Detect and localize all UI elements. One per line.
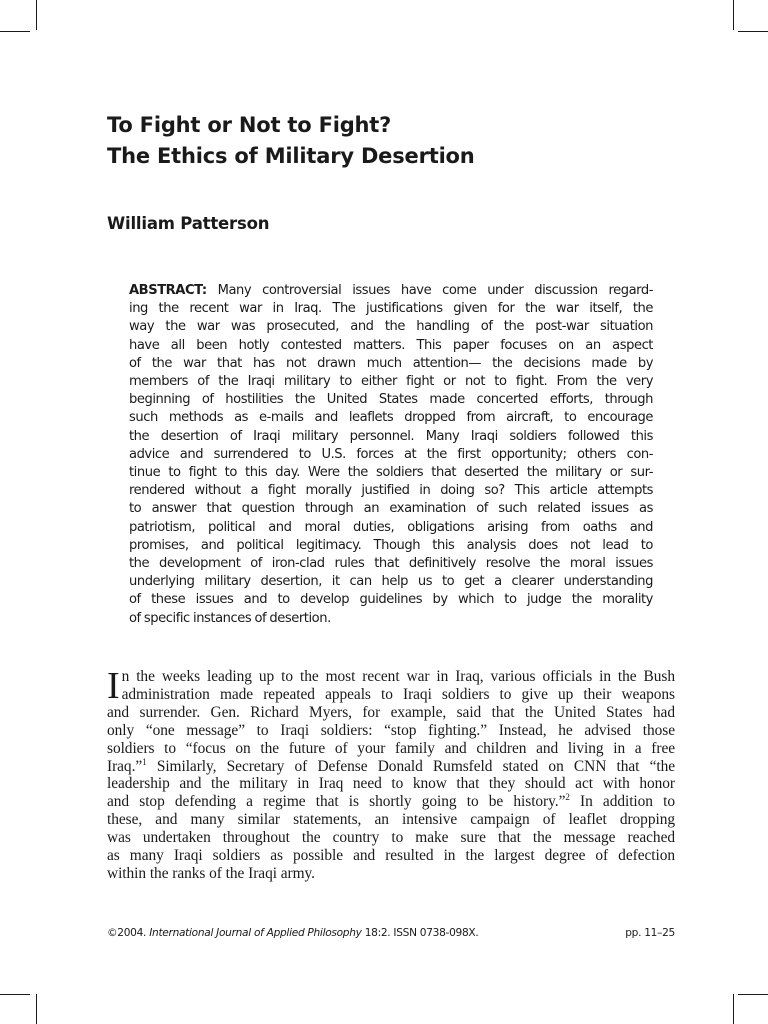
- crop-mark-bottom-left-vertical: [36, 994, 37, 1024]
- crop-mark-top-right-vertical: [733, 0, 734, 30]
- abstract: [129, 282, 653, 628]
- footnote-ref-2[interactable]: 2: [565, 792, 570, 803]
- abstract-line-1-text: Many controversial issues have come under discussion regard-: [206, 283, 653, 298]
- abstract-line: [129, 282, 653, 300]
- body-line: [107, 793, 675, 811]
- abstract-line: members of the Iraqi military to either fight or not to fight. From the very: [129, 374, 653, 390]
- abstract-line: beginning of hostilities the United States made concerted efforts, through: [129, 392, 653, 408]
- body-line: n the weeks leading up to the most recent war in Iraq, various officials in the Bush: [121, 668, 675, 685]
- body-paragraph: [107, 665, 676, 883]
- crop-mark-top-right-horizontal: [738, 31, 768, 32]
- article-title: [107, 110, 707, 172]
- body-line: these, and many similar statements, an intensive campaign of leaflet dropping: [107, 811, 675, 829]
- body-line: [107, 758, 675, 776]
- footer-issue: 18:2. ISSN 0738-098X.: [361, 927, 479, 939]
- body-line: and surrender. Gen. Richard Myers, for example, said that the United States had: [107, 703, 675, 721]
- abstract-line: the desertion of Iraqi military personnel. Many Iraqi soldiers followed this: [129, 428, 653, 444]
- body-line: administration made repeated appeals to Iraqi soldiers to give up their weapons: [121, 685, 675, 703]
- abstract-line: ing the recent war in Iraq. The justifications given for the war itself, the: [129, 301, 653, 317]
- footer-page-range: pp. 11–25: [625, 927, 675, 939]
- body-line: only “one message” to Iraqi soldiers: “stop fighting.” Instead, he advised those: [107, 721, 675, 739]
- abstract-line: underlying military desertion, it can help us to get a clearer understanding: [129, 574, 653, 590]
- abstract-line: the development of iron-clad rules that definitively resolve the moral issues: [129, 556, 653, 572]
- crop-mark-top-left-vertical: [36, 0, 37, 30]
- crop-mark-bottom-right-vertical: [733, 994, 734, 1024]
- drop-cap: I: [107, 665, 120, 707]
- footer-copyright: ©2004.: [107, 927, 150, 939]
- footer-journal-name: International Journal of Applied Philosophy: [149, 927, 362, 939]
- body-line: within the ranks of the Iraqi army.: [107, 864, 315, 882]
- footer-citation: [107, 925, 478, 941]
- abstract-line: of the war that has not drawn much attention— the decisions made by: [129, 355, 653, 371]
- page-footer: [107, 925, 675, 941]
- footnote-ref-1[interactable]: 1: [142, 756, 147, 767]
- body-line: leadership and the military in Iraq need to know that they should act with honor: [107, 775, 675, 793]
- article-title-line-2: The Ethics of Military Desertion: [107, 144, 475, 168]
- body-line-8-start: and stop defending a regime that is shortly going to be history.”: [107, 793, 566, 811]
- abstract-line: advice and surrendered to U.S. forces at the first opportunity; others con-: [129, 446, 653, 462]
- body-line-6-start: Iraq.”: [107, 757, 143, 775]
- body-line: was undertaken throughout the country to make sure that the message reached: [107, 829, 675, 847]
- abstract-line: of specific instances of desertion.: [129, 610, 331, 626]
- crop-mark-bottom-right-horizontal: [738, 994, 768, 995]
- abstract-line: patriotism, political and moral duties, obligations arising from oaths and: [129, 519, 653, 535]
- crop-mark-top-left-horizontal: [0, 31, 30, 32]
- abstract-line: have all been hotly contested matters. This paper focuses on an aspect: [129, 337, 653, 353]
- abstract-line: way the war was prosecuted, and the handling of the post-war situation: [129, 319, 653, 335]
- author-name: William Patterson: [107, 214, 270, 233]
- abstract-line: rendered without a fight morally justified in doing so? This article attempts: [129, 483, 653, 499]
- abstract-line: to answer that question through an examination of such related issues as: [129, 501, 653, 517]
- abstract-line: promises, and political legitimacy. Though this analysis does not lead to: [129, 537, 653, 553]
- abstract-line: tinue to fight to this day. Were the soldiers that deserted the military or sur-: [129, 465, 653, 481]
- abstract-line: of these issues and to develop guidelines by which to judge the morality: [129, 592, 653, 608]
- body-line: soldiers to “focus on the future of your family and children and living in a free: [107, 739, 675, 757]
- crop-mark-bottom-left-horizontal: [0, 994, 30, 995]
- body-line-6-end: Similarly, Secretary of Defense Donald Rumsfeld stated on CNN that “the: [146, 757, 675, 775]
- abstract-line: such methods as e-mails and leaflets dropped from aircraft, to encourage: [129, 410, 653, 426]
- body-line-8-end: In addition to: [569, 793, 676, 811]
- body-line: as many Iraqi soldiers as possible and resulted in the largest degree of defection: [107, 847, 675, 865]
- article-title-line-1: To Fight or Not to Fight?: [107, 113, 392, 137]
- abstract-label: ABSTRACT:: [129, 283, 207, 298]
